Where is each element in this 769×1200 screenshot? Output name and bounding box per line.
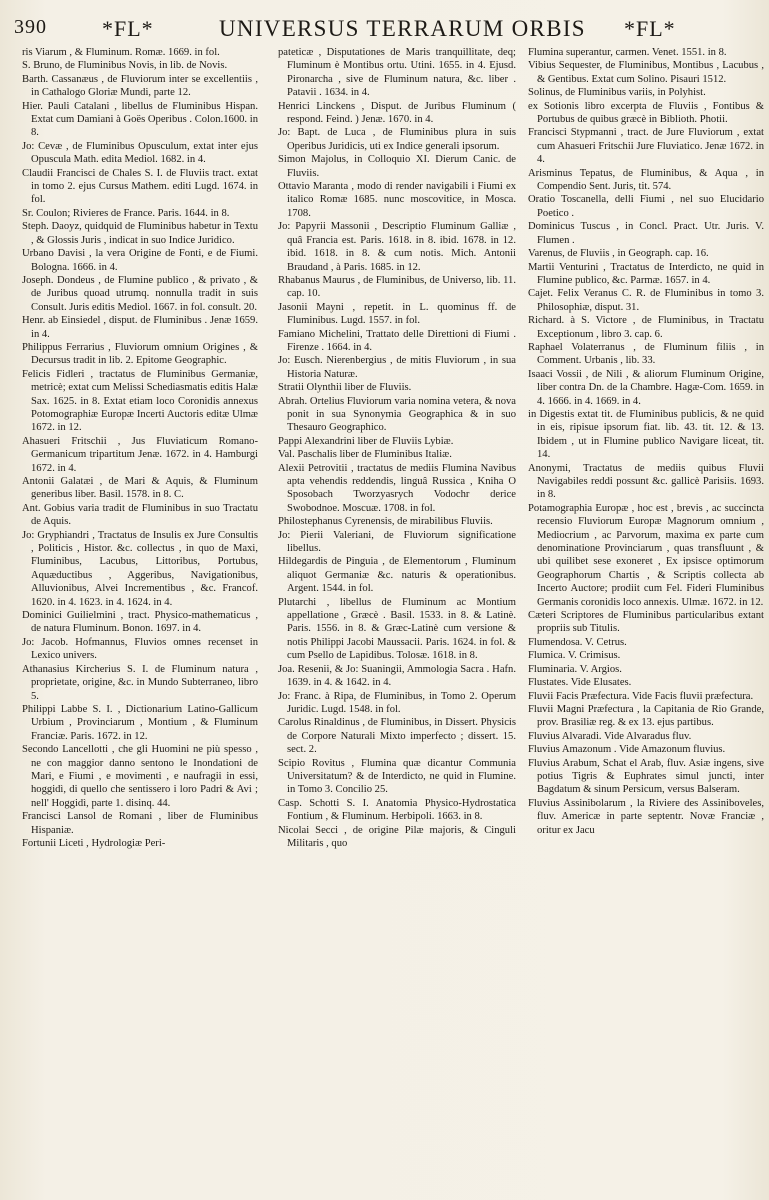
bibliography-entry: Ottavio Maranta , modo di render navigabili i Fiumi ex italico Romæ 1685. nunc moscovitice, in Mosca. 1708. — [278, 181, 516, 219]
bibliography-entry: S. Bruno, de Fluminibus Novis, in lib. de Novis. — [22, 60, 228, 72]
bibliography-entry: in Digestis extat tit. de Fluminibus publicis, & ne quid in eis, ripisue ipsorum fiat. lib. 43. tit. 12. & 13. Ibidem , ut in Flumine publico Navigare liceat, tit. 14. — [528, 408, 764, 461]
bibliography-entry: Flumina superantur, carmen. Venet. 1551. in 8. — [528, 47, 727, 58]
bibliography-entry: Nicolai Secci , de origine Pilæ majoris, & Cinguli Militaris , quo — [278, 824, 516, 849]
page-number: 390 — [14, 16, 47, 38]
bibliography-entry: Urbano Davisi , la vera Origine de Fonti, e de Fiumi. Bologna. 1666. in 4. — [22, 248, 258, 273]
bibliography-entry: Ahasueri Fritschii , Jus Fluviaticum Romano-Germanicum tripartitum Jenæ. 1672. in 4. Hamburgi 1672. in 4. — [22, 435, 258, 474]
bibliography-entry: Jo: Papyrii Massonii , Descriptio Fluminum Galliæ , quâ Francia est. Paris. 1618. in 8. ibid. 1678. in 12. ibid. 1618. in 8. & cum notis. Mich. Antonii Braudand , à Paris. 1685. in 12. — [278, 221, 516, 273]
bibliography-entry: Felicis Fidleri , tractatus de Fluminibus Germaniæ, metricè; extat cum Melissi Schediasmatis editis Halæ Sax. 1625. in 8. Extat etiam loco Coronidis annexus Potomographiæ Europæ Incerti Auctoris editæ Ulmæ 1672. in 12. — [22, 368, 258, 434]
bibliography-entry: Casp. Schotti S. I. Anatomia Physico-Hydrostatica Fontium , & Fluminum. Herbipoli. 1663. in 8. — [278, 797, 516, 823]
bibliography-entry: Fluvius Arabum, Schat el Arab, fluv. Asiæ ingens, sive potius Tigris & Euphrates simul juncti, inter Bagdatum & sinum Persicum, versus Balseram. — [528, 757, 764, 796]
bibliography-entry: Joa. Resenii, & Jo: Suaningii, Ammologia Sacra . Hafn. 1639. in 4. & 1642. in 4. — [278, 663, 516, 689]
bibliography-entry: Vibius Sequester, de Fluminibus, Montibus , Lacubus , & Gentibus. Extat cum Solino. Pisauri 1512. — [528, 60, 764, 85]
bibliography-entry: Cajet. Felix Veranus C. R. de Fluminibus in tomo 3. Philosophiæ, disput. 31. — [528, 288, 764, 313]
bibliography-entry: Solinus, de Fluminibus variis, in Polyhist. — [528, 87, 706, 99]
bibliography-entry: Anonymi, Tractatus de mediis quibus Fluvii Navigabiles reddi possunt &c. gallicè Parisiis. 1693. in 8. — [528, 462, 764, 501]
bibliography-entry: Plutarchi , libellus de Fluminum ac Montium appellatione , Græcè . Basil. 1533. in 8. & Latinè. Paris. 1556. in 8. & Græc-Latinè cum versione & notis Philippi Jacobi Maussacii. Paris. 1624. in fol. & cum Psello de Lapidibus. Tolosæ. 1618. in 8. — [278, 596, 516, 662]
bibliography-entry: Hildegardis de Pinguia , de Elementorum , Fluminum aliquot Germaniæ &c. naturis & operationibus. Argent. 1544. in fol. — [278, 556, 516, 595]
column-right — [528, 46, 764, 1194]
bibliography-entry: Philostephanus Cyrenensis, de mirabilibus Fluviis. — [278, 516, 493, 528]
text-columns — [22, 46, 762, 1194]
bibliography-entry: Isaaci Vossii , de Nili , & aliorum Fluminum Origine, liber contra Dn. de la Chambre. Hagæ-Com. 1659. in 4. 1666. in 4. 1669. in 4. — [528, 368, 764, 407]
bibliography-entry: Raphael Volaterranus , de Fluminum filiis , in Comment. Urbanis , lib. 33. — [528, 341, 764, 367]
bibliography-entry: Francisci Stypmanni , tract. de Jure Fluviorum , extat cum Ahasueri Fritschii Jure Fluviatico. Jenæ 1672. in 4. — [528, 127, 764, 166]
bibliography-entry: Jo: Cevæ , de Fluminibus Opusculum, extat inter ejus Opuscula Math. edita Mediol. 1682. in 4. — [22, 140, 258, 166]
bibliography-entry: Dominici Guilielmini , tract. Physico-mathematicus , de natura Fluminum. Bonon. 1697. in 4. — [22, 610, 258, 635]
bibliography-entry: Richard. à S. Victore , de Fluminibus, in Tractatu Exceptionum , libro 3. cap. 6. — [528, 315, 764, 340]
bibliography-entry: Potamographia Europæ , hoc est , brevis , ac succincta recensio Fluviorum Europæ Magnorum omnium , Mediocrium , ac Parvorum, maxima ex parte cum denominatione Provinciarum , quas transfluunt , & ubi quilibet sese exoneret , Ex ipsisce optimorum Geographorum Chartis , & Scriptis collecta ab Incerto Auctore; prodiit cum Fel. Fideri Fluminibus Germanis coronidis loco annexis. Ulmæ. 1672. in 12. — [528, 502, 764, 608]
bibliography-entry: Secondo Lancellotti , che gli Huomini ne più spesso , ne con maggior danno sentono le Inondationi de Mari, e Fiumi , e movimenti , e naufragii in essi, hoggidì, di quello che sentissero i loro Padri & Avi ; nell' Hoggidì, parte 1. disinq. 44. — [22, 744, 258, 809]
bibliography-entry: Oratio Toscanella, delli Fiumi , nel suo Elucidario Poetico . — [528, 194, 764, 219]
bibliography-entry: Hier. Pauli Catalani , libellus de Fluminibus Hispan. Extat cum Damiani à Goës Operibus . Colon.1600. in 8. — [22, 100, 258, 139]
bibliography-entry: Carolus Rinaldinus , de Fluminibus, in Dissert. Physicis de Corpore Naturali Mixto imperfecto ; dissert. 15. sect. 2. — [278, 717, 516, 756]
bibliography-entry: Fluvii Facis Præfectura. Vide Facis fluvii præfectura. — [528, 690, 754, 702]
bibliography-entry: Alexii Petrovitii , tractatus de mediis Flumina Navibus apta vehendis reddendis, linguâ Russica , Kniha O Sposobach Tworzyasrych Vodochr derice Swobodnoe. Moscuæ. 1708. in fol. — [278, 462, 516, 514]
header-tag-right: *FL* — [624, 16, 676, 41]
bibliography-entry: Joseph. Dondeus , de Flumine publico , & privato , & de Juribus quoad utrumq. nonnulla tradit in suis Consult. Juris editis Mediol. 1667. in fol. consult. 20. — [22, 274, 258, 313]
bibliography-entry: ex Sotionis libro excerpta de Fluviis , Fontibus & Portubus de quibus græcè in Biblioth. Photii. — [528, 100, 764, 126]
bibliography-entry: Martii Venturini , Tractatus de Interdicto, ne quid in Flumine publico, &c. Parmæ. 1657. in 4. — [528, 261, 764, 286]
bibliography-entry: Philippus Ferrarius , Fluviorum omnium Origines , & Decursus tradit in lib. 2. Epitome Geographic. — [22, 341, 258, 367]
bibliography-entry: Jo: Franc. à Ripa, de Fluminibus, in Tomo 2. Operum Juridic. Lugd. 1548. in fol. — [278, 690, 516, 715]
bibliography-entry: Arisminus Tepatus, de Fluminibus, & Aqua , in Compendio Sent. Juris, tit. 574. — [528, 167, 764, 193]
bibliography-entry: pateticæ , Disputationes de Maris tranquillitate, deq; Fluminum è Montibus ortu. Utini. 1655. in 4. Ejusd. Pironarcha , sive de Fluminum natura, &c. liber . Patavii . 1634. in 4. — [278, 47, 516, 99]
bibliography-entry: Jo: Jacob. Hofmannus, Fluvios omnes recenset in Lexico univers. — [22, 636, 258, 662]
bibliography-entry: Fluvius Amazonum . Vide Amazonum fluvius. — [528, 744, 726, 756]
bibliography-entry: Barth. Cassanæus , de Fluviorum inter se excellentiis , in Cathalogo Gloriæ Mundi, parte 12. — [22, 73, 258, 99]
bibliography-entry: Sr. Coulon; Rivieres de France. Paris. 1644. in 8. — [22, 207, 230, 219]
bibliography-entry: Fluminaria. V. Argios. — [528, 663, 622, 675]
bibliography-entry: Francisci Lansol de Romani , liber de Fluminibus Hispaniæ. — [22, 811, 258, 836]
bibliography-entry: Simon Majolus, in Colloquio XI. Dierum Canic. de Fluviis. — [278, 154, 516, 179]
bibliography-entry: Fortunii Liceti , Hydrologiæ Peri- — [22, 837, 166, 849]
bibliography-entry: Philippi Labbe S. I. , Dictionarium Latino-Gallicum Urbium , Provinciarum , Montium , & Fluminum Franciæ. Paris. 1672. in 12. — [22, 703, 258, 742]
bibliography-entry: Fluvii Magni Præfectura , la Capitania de Rio Grande, prov. Brasiliæ reg. & ex 13. ejus partibus. — [528, 703, 764, 729]
bibliography-entry: Ant. Gobius varia tradit de Fluminibus in suo Tractatu de Aquis. — [22, 502, 258, 528]
bibliography-entry: Fluvius Assinibolarum , la Riviere des Assiniboveles, fluv. Americæ in parte septentr. Novæ Franciæ , oritur ex Jacu — [528, 797, 764, 836]
bibliography-entry: Jo: Pierii Valeriani, de Fluviorum significatione libellus. — [278, 529, 516, 555]
bibliography-entry: Rhabanus Maurus , de Fluminibus, de Universo, lib. 11. cap. 10. — [278, 274, 516, 300]
bibliography-entry: Pappi Alexandrini liber de Fluviis Lybiæ. — [278, 435, 454, 447]
bibliography-entry: Jo: Gryphiandri , Tractatus de Insulis ex Jure Consultis , Politicis , Histor. &c. collectus , in quo de Maxi, Fluminibus, Lacubus, Littoribus, Portubus, Aquæductibus , Aggeribus, Navigationibus, Alluvionibus, Alvei Incrementibus , &c. Francof. 1620. in 4. 1623. in 4. 1624. in 4. — [22, 529, 258, 608]
bibliography-entry: Stratii Olynthii liber de Fluviis. — [278, 382, 412, 394]
bibliography-entry: Henr. ab Einsiedel , disput. de Fluminibus . Jenæ 1659. in 4. — [22, 315, 258, 340]
bibliography-entry: Scipio Rovitus , Flumina quæ dicantur Communia Universitatum? & de Interdicto, ne quid in Flumine. in Tomo 3. Concilio 25. — [278, 757, 516, 796]
column-middle — [278, 46, 516, 1194]
bibliography-entry: Antonii Galatæi , de Mari & Aquis, & Fluminum generibus liber. Basil. 1578. in 8. C. — [22, 476, 258, 501]
bibliography-entry: Flumica. V. Crimisus. — [528, 650, 621, 662]
bibliography-entry: Flumendosa. V. Cetrus. — [528, 636, 627, 648]
bibliography-entry: Henrici Linckens , Disput. de Juribus Fluminum ( respond. Feind. ) Jenæ. 1670. in 4. — [278, 100, 516, 126]
header-tag-left: *FL* — [102, 16, 154, 41]
bibliography-entry: Cæteri Scriptores de Fluminibus particularibus extant propriis sub Titulis. — [528, 610, 764, 635]
bibliography-entry: Athanasius Kircherius S. I. de Fluminum natura , proprietate, origine, &c. in Mundo Subterraneo, libro 5. — [22, 663, 258, 702]
page-header — [14, 10, 759, 50]
running-title: UNIVERSUS TERRARUM ORBIS — [219, 16, 586, 41]
bibliography-entry: Famiano Michelini, Trattato delle Direttioni di Fiumi . Firenze . 1664. in 4. — [278, 328, 516, 353]
bibliography-entry: Abrah. Ortelius Fluviorum varia nomina vetera, & nova ponit in sua Synonymia Geographica & in suo Thesauro Geographico. — [278, 395, 516, 434]
bibliography-entry: Dominicus Tuscus , in Concl. Pract. Utr. Juris. V. Flumen . — [528, 221, 764, 246]
bibliography-entry: Fluvius Alvaradi. Vide Alvaradus fluv. — [528, 730, 692, 742]
bibliography-entry: Val. Paschalis liber de Fluminibus Italiæ. — [278, 449, 452, 461]
bibliography-entry: Flustates. Vide Elusates. — [528, 677, 632, 689]
bibliography-entry: Jasonii Mayni , repetit. in L. quominus ff. de Fluminibus. Lugd. 1557. in fol. — [278, 301, 516, 327]
bibliography-entry: Jo: Eusch. Nierenbergius , de mitis Fluviorum , in sua Historia Naturæ. — [278, 355, 516, 380]
bibliography-entry: Jo: Bapt. de Luca , de Fluminibus plura in suis Operibus Juridicis, uti ex Indice generali ipsorum. — [278, 127, 516, 152]
bibliography-entry: Varenus, de Fluviis , in Geograph. cap. 16. — [528, 248, 709, 260]
bibliography-entry: Steph. Daoyz, quidquid de Fluminibus habetur in Textu , & Glossis Juris , indicat in suo Indice Juridico. — [22, 221, 258, 246]
column-left — [22, 46, 258, 1194]
bibliography-entry: Claudii Francisci de Chales S. I. de Fluviis tract. extat in tomo 2. ejus Cursus Mathem. editi Lugd. 1674. in fol. — [22, 167, 258, 206]
bibliography-entry: ris Viarum , & Fluminum. Romæ. 1669. in fol. — [22, 47, 220, 58]
